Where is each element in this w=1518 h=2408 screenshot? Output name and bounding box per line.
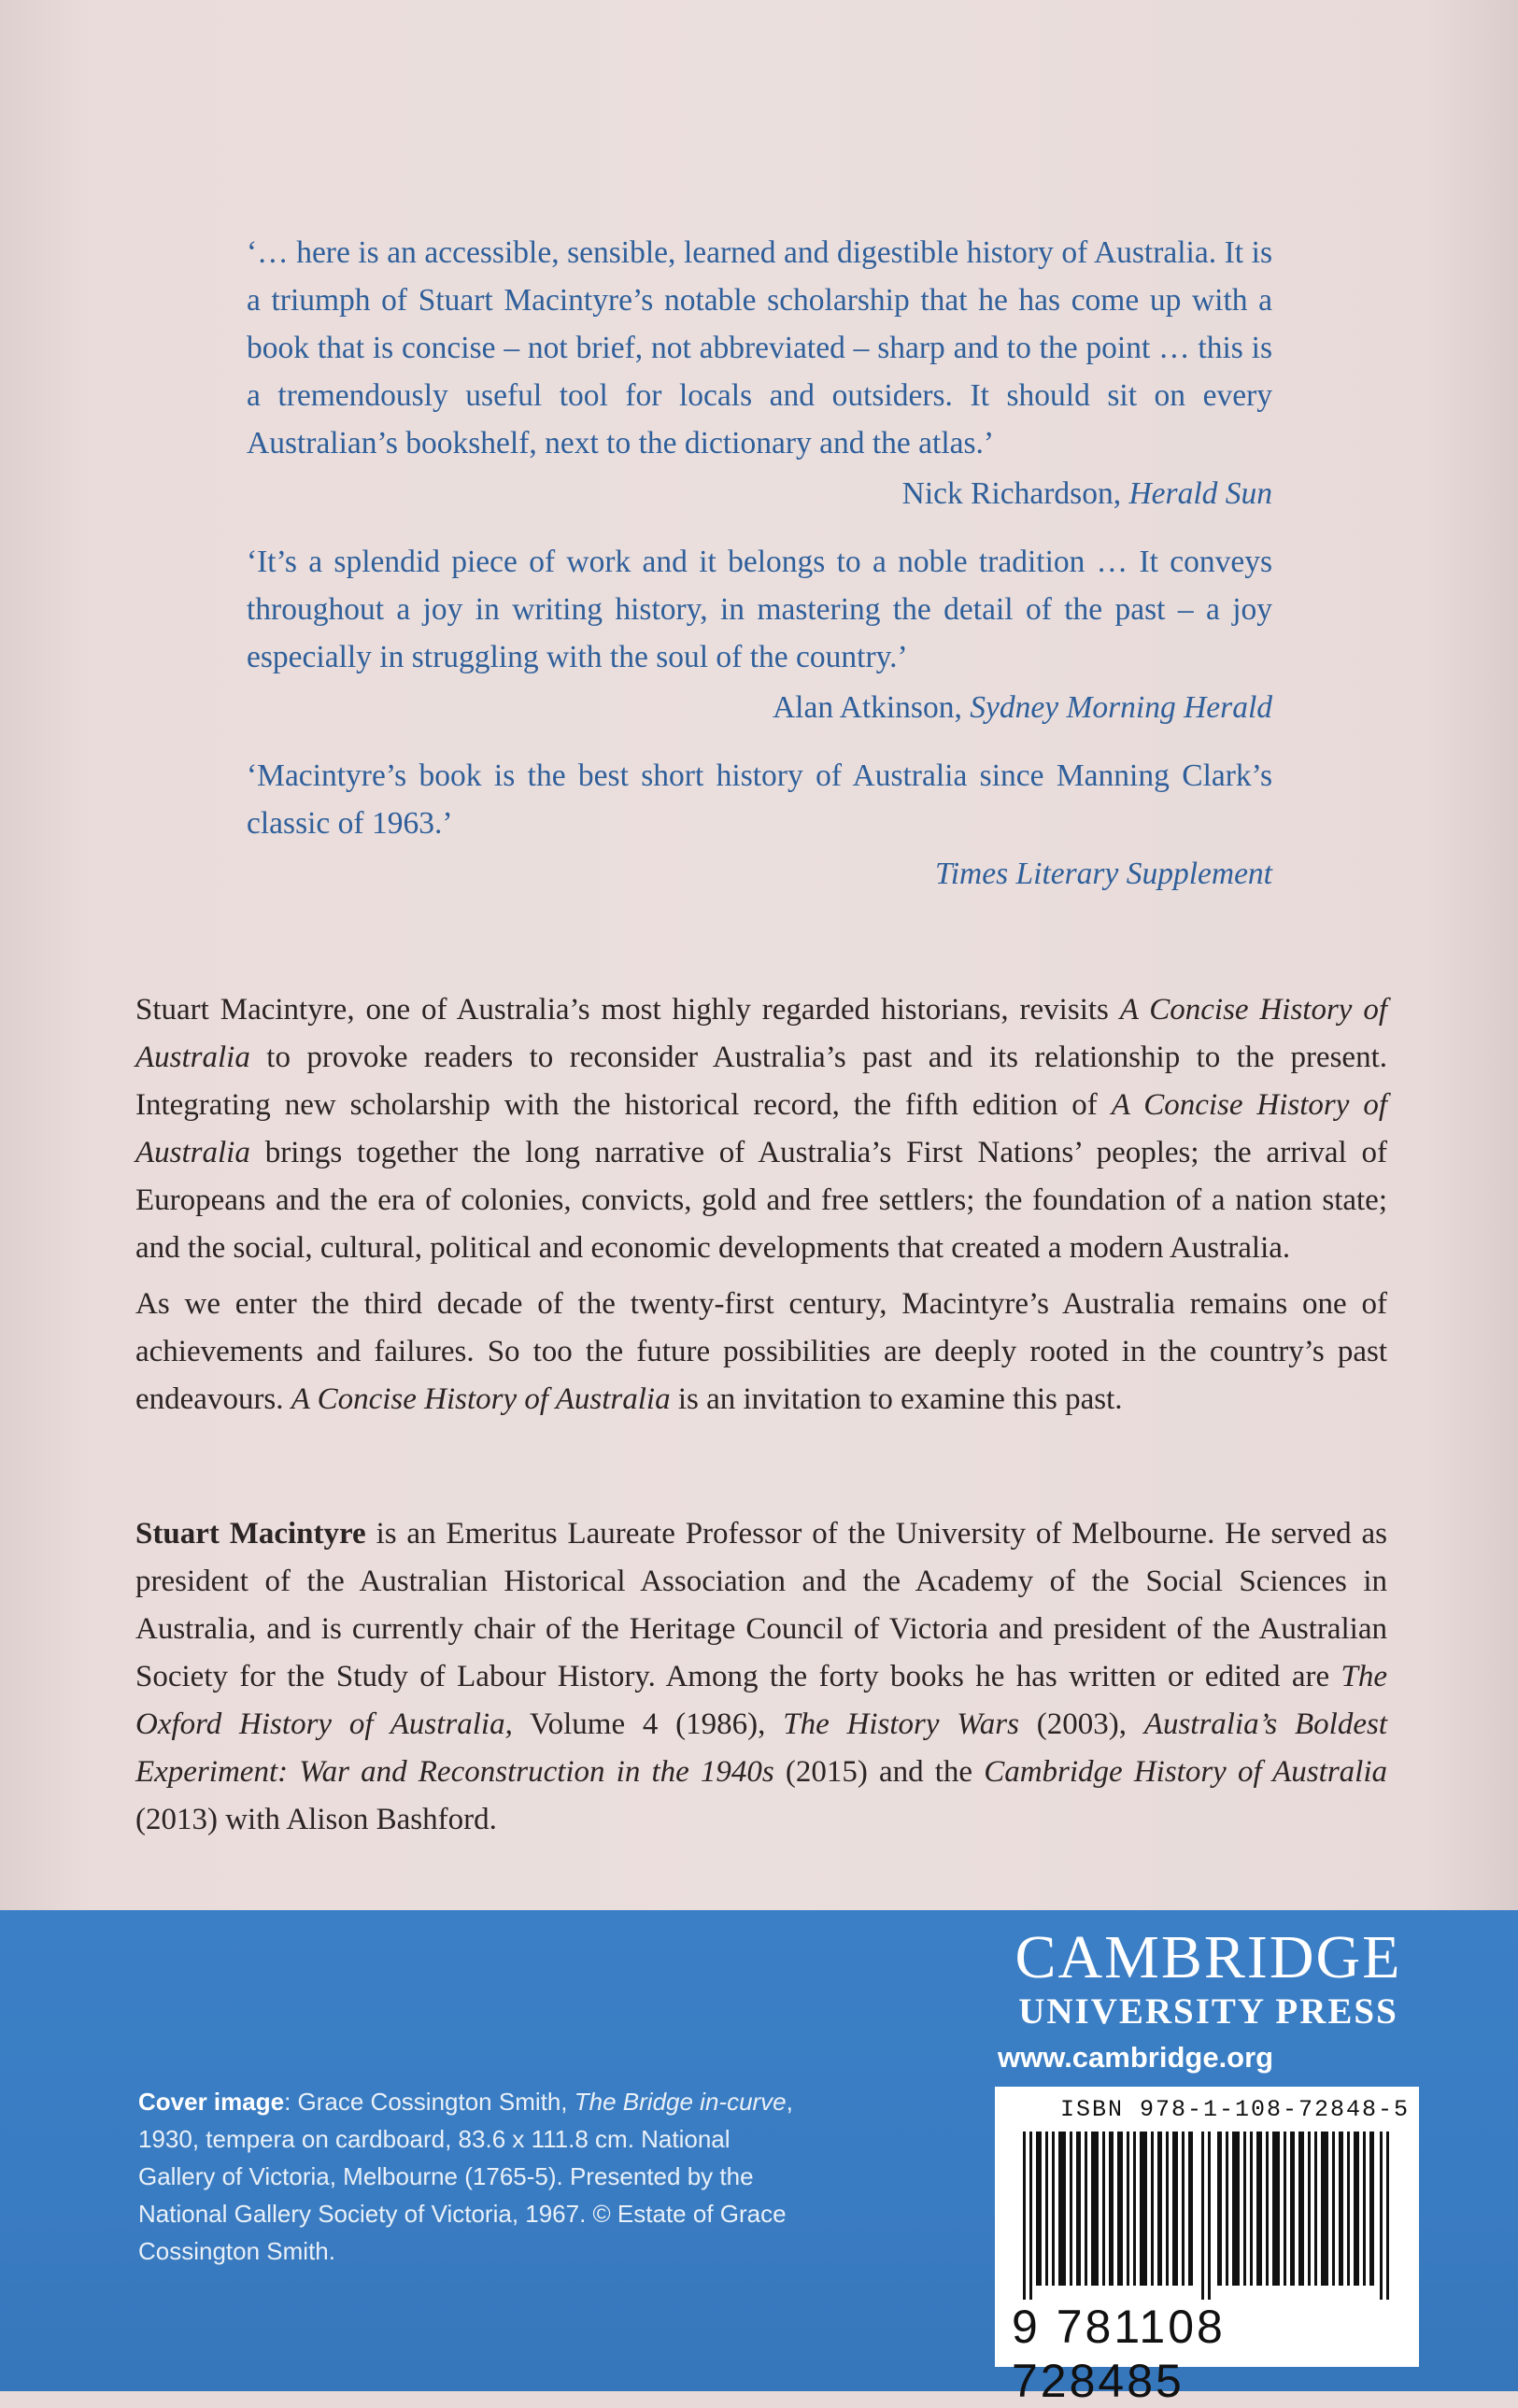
quote-author: Alan Atkinson, xyxy=(772,690,962,725)
review-quote-2 xyxy=(247,538,1272,731)
book-title: A Concise History of Australia xyxy=(135,1088,1388,1169)
isbn-label: ISBN 978-1-108-72848-5 xyxy=(1060,2096,1411,2123)
description-paragraph-1 xyxy=(135,986,1387,1272)
text-run: (2013) with Alison Bashford. xyxy=(135,1803,497,1836)
review-quote-1 xyxy=(247,229,1272,517)
book-title: The Oxford History of Australia, xyxy=(135,1660,1387,1741)
quote-attribution xyxy=(247,850,1272,898)
book-description xyxy=(135,986,1387,1424)
description-paragraph-2 xyxy=(135,1281,1387,1424)
barcode-icon xyxy=(1014,2132,1401,2300)
book-title: The History Wars xyxy=(783,1707,1019,1741)
book-title: A Concise History of Australia xyxy=(135,993,1388,1074)
text-run: As we enter the third decade of the twenty-first century, Macintyre’s Australia remains one of achievements and failures. So too the future possibilities are deeply rooted in the country’s past endeavours. xyxy=(135,1287,1387,1416)
publisher-logo xyxy=(996,1924,1421,2077)
artwork-title: The Bridge in-curve xyxy=(574,2088,787,2116)
quote-text: ‘Macintyre’s book is the best short history of Australia since Manning Clark’s classic of 1963.’ xyxy=(247,758,1272,841)
quote-source: Herald Sun xyxy=(1128,476,1272,511)
text-run: Volume 4 (1986), xyxy=(512,1707,784,1741)
text-run: (2003), xyxy=(1018,1707,1144,1741)
book-title: Cambridge History of Australia xyxy=(984,1755,1387,1789)
book-title: Australia’s Boldest Experiment: War and Reconstruction in the 1940s xyxy=(135,1707,1388,1789)
quote-source: Sydney Morning Herald xyxy=(970,690,1272,725)
text-run: Stuart Macintyre, one of Australia’s most highly regarded historians, revisits xyxy=(135,993,1120,1027)
text-run: to provoke readers to reconsider Australia’s past and its relationship to the present. Integrating new scholarship with the historical record, the fifth edition of xyxy=(135,1041,1387,1122)
quote-text: ‘It’s a splendid piece of work and it belongs to a noble tradition … It conveys throughout a joy in writing history, in mastering the detail of the past – a joy especially in struggling with the soul of the country.’ xyxy=(247,545,1272,674)
quote-author: Nick Richardson, xyxy=(901,476,1122,511)
review-quote-3 xyxy=(247,752,1272,898)
cover-image-credit xyxy=(138,2083,811,2270)
author-bio-paragraph xyxy=(135,1510,1387,1844)
text-run: brings together the long narrative of Australia’s First Nations’ peoples; the arrival of Europeans and the era of colonies, convicts, gold and free settlers; the foundation of a nation state; and the social, cultural, political and economic developments that created a modern Australia. xyxy=(135,1136,1387,1265)
book-title: A Concise History of Australia xyxy=(291,1382,671,1416)
text-run: (2015) and the xyxy=(773,1755,985,1789)
quote-attribution xyxy=(247,684,1272,731)
text-run: : Grace Cossington Smith, xyxy=(284,2088,575,2116)
credit-label: Cover image xyxy=(138,2088,285,2116)
isbn-barcode-box xyxy=(995,2087,1419,2407)
quote-source: Times Literary Supplement xyxy=(934,857,1272,891)
text-run: is an invitation to examine this past. xyxy=(670,1382,1123,1416)
text-run: , 1930, tempera on cardboard, 83.6 x 111.8 cm. National Gallery of Victoria, Melbourne (1765-5). Presented by the National Gallery Society of Victoria, 1967. © Estate of Grace Cossington Smith. xyxy=(138,2088,793,2265)
review-quotes xyxy=(247,229,1272,898)
publisher-subname: UNIVERSITY PRESS xyxy=(1018,1991,1398,2032)
text-run: is an Emeritus Laureate Professor of the University of Melbourne. He served as president of the Australian Historical Association and the Academy of the Social Sciences in Australia, and is currently chair of the Heritage Council of Victoria and president of the Australian Society for the Study of Labour History. Among the forty books he has written or edited are xyxy=(135,1517,1387,1693)
author-bio xyxy=(135,1510,1387,1844)
quote-attribution xyxy=(247,470,1272,517)
isbn-digits: 9 781108 728485 xyxy=(1012,2301,1226,2407)
quote-text: ‘… here is an accessible, sensible, learned and digestible history of Australia. It is a triumph of Stuart Macintyre’s notable scholarship that he has come up with a book that is concise – not brief, not abbreviated – sharp and to the point … this is a tremendously useful tool for locals and outsiders. It should sit on every Australian’s bookshelf, next to the dictionary and the atlas.’ xyxy=(247,235,1272,460)
publisher-name: CAMBRIDGE xyxy=(1014,1923,1402,1991)
publisher-url[interactable]: www.cambridge.org xyxy=(998,2041,1274,2074)
author-name: Stuart Macintyre xyxy=(135,1517,366,1551)
